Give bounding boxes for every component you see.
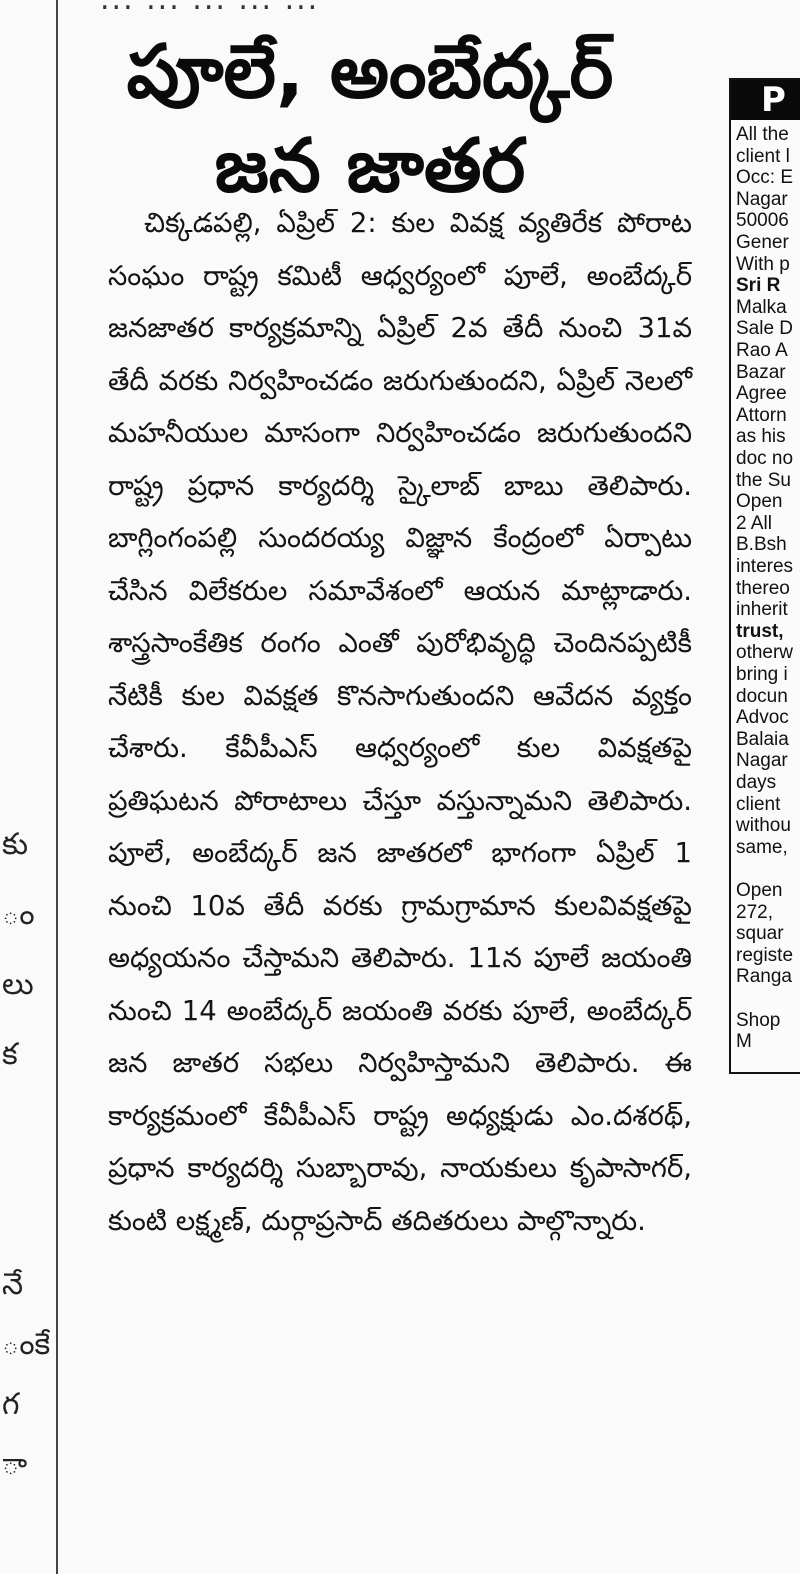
ad-line: client l [736,145,790,167]
ad-line: the Su [736,469,791,491]
left-fragment: క [2,1037,18,1072]
ad-line: All the [736,124,789,145]
ad-line: With p [736,253,790,275]
ad-line: Open [736,491,783,513]
column-divider [56,0,58,1574]
ad-line: inherit [736,599,788,621]
left-fragment: ా [2,1447,28,1482]
public-notice-ad [729,78,800,1074]
article-paragraph: చిక్కడపల్లి, ఏప్రిల్ 2: కుల వివక్ష వ్యతిరేక పోరాట సంఘం రాష్ట్ర కమిటీ ఆధ్వర్యంలో పూలే, అంబేద్కర్ జనజాతర కార్యక్రమాన్ని ఏప్రిల్ 2వ తేదీ నుంచి 31వ తేదీ వరకు నిర్వహించడం జరుగుతుందని, ఏప్రిల్ నెలలో మహనీయుల మాసంగా నిర్వహించడం జరుగుతుందని రాష్ట్ర ప్రధాన కార్యదర్శి స్కైలాబ్ బాబు తెలిపారు. బాగ్లింగంపల్లి సుందరయ్య విజ్ఞాన కేంద్రంలో ఏర్పాటు చేసిన విలేకరుల సమావేశంలో ఆయన మాట్లాడారు. శాస్త్రసాంకేతిక రంగం ఎంతో పురోభివృద్ధి చెందినప్పటికీ నేటికీ కుల వివక్షత కొనసాగుతుందని ఆవేదన వ్యక్తం చేశారు. కేవీపీఎస్ ఆధ్వర్యంలో కుల వివక్షతపై ప్రతిఘటన పోరాటాలు చేస్తూ వస్తున్నామని తెలిపారు. పూలే, అంబేద్కర్ జన జాతరలో భాగంగా ఏప్రిల్ 1 నుంచి 10వ తేదీ వరకు గ్రామగ్రామాన కులవివక్షతపై అధ్యయనం చేస్తామని తెలిపారు. 11న పూలే జయంతి నుంచి 14 అంబేద్కర్ జయంతి వరకు పూలే, అంబేద్కర్ జన జాతర సభలు నిర్వహిస్తామని తెలిపారు. ఈ కార్యక్రమంలో కేవీపీఎస్ రాష్ట్ర అధ్యక్షుడు ఎం.దశరథ్, ప్రధాన కార్యదర్శి సుబ్బారావు, నాయకులు కృపాసాగర్, కుంటి లక్ష్మణ్, దుర్గాప్రసాద్ తదితరులు పాల్గొన్నారు. [108,207,692,1237]
ad-line: Sale D [736,318,794,340]
ad-line: B.Bsh [736,534,787,556]
left-column-edge [0,0,58,1574]
ad-line: Open [736,880,783,901]
left-fragment: లు [2,967,34,1002]
ad-line: Shop [736,1009,781,1031]
ad-line: 272, [736,901,773,923]
ad-line: as his [736,426,786,448]
ad-line: trust, [736,620,784,642]
headline-line-1: పూలే, అంబేద్కర్ [126,29,614,115]
ad-line: Nagar [736,750,788,772]
ad-line: registe [736,944,794,966]
cut-off-line [100,0,319,17]
ad-line: interes [736,556,794,577]
ad-line: otherw [736,642,794,664]
left-fragment: గ [2,1387,20,1422]
ad-line: M [736,1031,752,1053]
ad-line: Occ: E [736,167,794,189]
ad-line: Agree [736,383,787,405]
article-body [108,197,692,1247]
ad-header: P [731,80,800,120]
ad-line: client [736,793,781,815]
ad-line: squar [736,923,784,945]
ad-line: Sri R [736,275,781,297]
ad-line: Bazar [736,361,786,383]
ad-line: withou [736,815,791,837]
left-fragment: ం [2,897,35,932]
ad-line: 2 All [736,512,772,534]
ad-line: Advoc [736,707,789,729]
ad-line: Rao A [736,340,788,361]
ad-line: bring i [736,664,788,685]
ad-line: docun [736,685,788,707]
ad-line: Nagar [736,188,788,210]
left-fragment: కు [2,827,29,862]
ad-line: Gener [736,232,789,253]
left-fragment: ంకే [2,1327,51,1362]
ad-line: Balaia [736,728,789,750]
ad-line: Ranga [736,966,792,988]
ad-line: days [736,772,777,793]
ad-line: same, [736,836,788,858]
ad-line: Malka [736,296,787,318]
ad-line: Attorn [736,404,787,426]
ad-line: thereo [736,577,790,599]
left-fragment: నే [2,1267,24,1302]
ad-line: doc no [736,448,794,469]
ad-line: 50006 [736,210,789,232]
headline-line-2: జన జాతర [214,123,526,209]
